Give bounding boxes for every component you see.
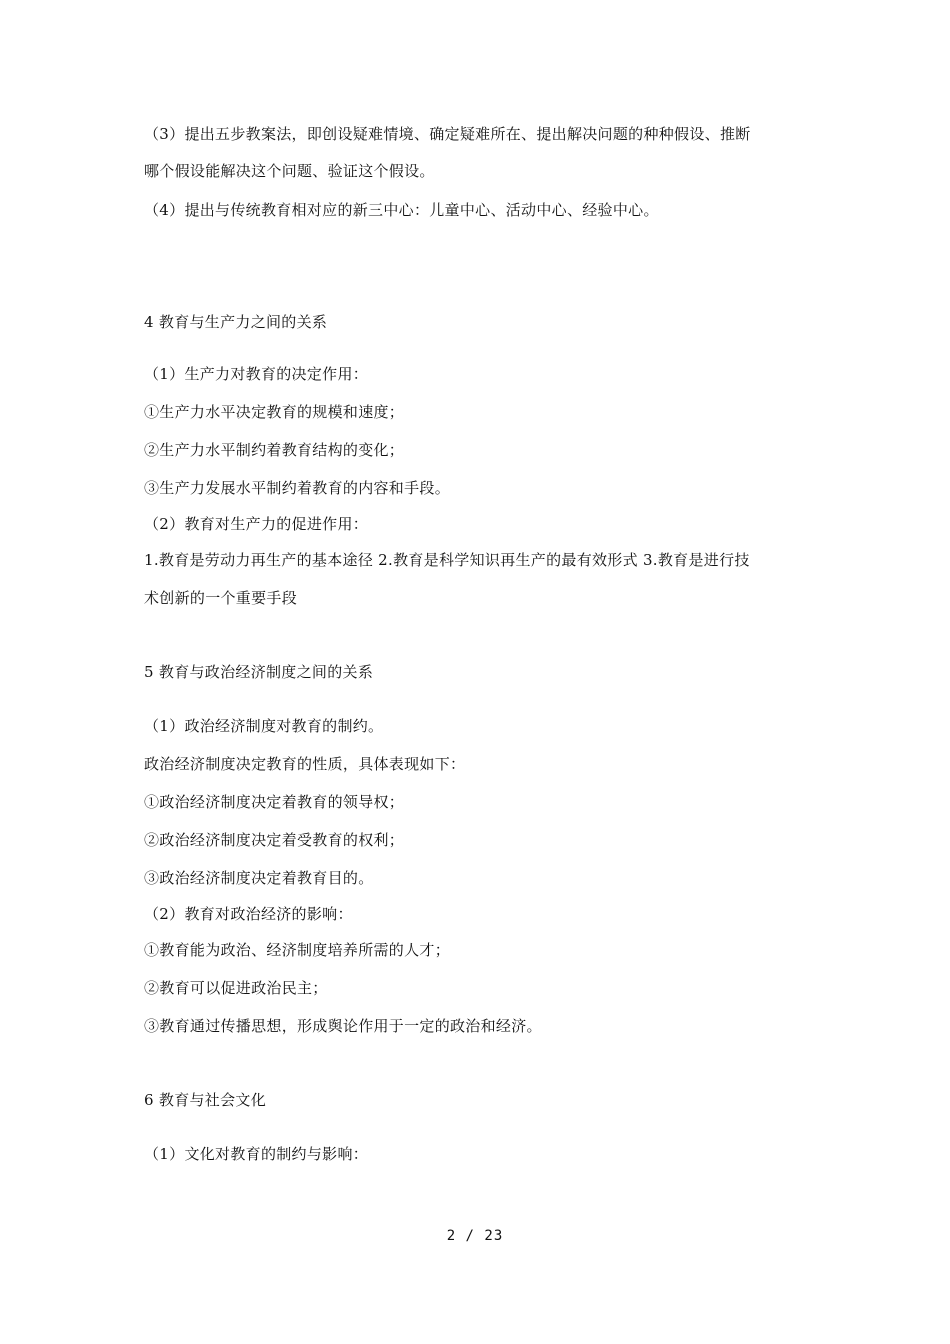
text-line: （1）政治经济制度对教育的制约。 <box>144 717 384 735</box>
text-line: （1）文化对教育的制约与影响： <box>144 1145 369 1163</box>
text-line: （2）教育对生产力的促进作用： <box>144 515 369 533</box>
section-heading: 4 教育与生产力之间的关系 <box>144 313 328 331</box>
text-line: 术创新的一个重要手段 <box>144 589 298 607</box>
text-line: （4）提出与传统教育相对应的新三中心：儿童中心、活动中心、经验中心。 <box>144 201 659 219</box>
list-item: ①教育能为政治、经济制度培养所需的人才； <box>144 941 451 959</box>
text-line: （3）提出五步教案法，即创设疑难情境、确定疑难所在、提出解决问题的种种假设、推断 <box>144 125 751 143</box>
list-item: ③教育通过传播思想，形成舆论作用于一定的政治和经济。 <box>144 1017 542 1035</box>
list-item: ①政治经济制度决定着教育的领导权； <box>144 793 405 811</box>
text-line: 哪个假设能解决这个问题、验证这个假设。 <box>144 162 435 180</box>
list-item: ②政治经济制度决定着受教育的权利； <box>144 831 405 849</box>
list-item: ①生产力水平决定教育的规模和速度； <box>144 403 405 421</box>
list-item: ②生产力水平制约着教育结构的变化； <box>144 441 405 459</box>
section-heading: 6 教育与社会文化 <box>144 1091 267 1109</box>
text-line: （2）教育对政治经济的影响： <box>144 905 353 923</box>
text-line: 1.教育是劳动力再生产的基本途径 2.教育是科学知识再生产的最有效形式 3.教育是进行技 <box>144 551 750 569</box>
page-number: 2 / 23 <box>446 1228 504 1244</box>
text-line: 政治经济制度决定教育的性质，具体表现如下： <box>144 755 466 773</box>
list-item: ③政治经济制度决定着教育目的。 <box>144 869 374 887</box>
list-item: ③生产力发展水平制约着教育的内容和手段。 <box>144 479 451 497</box>
section-heading: 5 教育与政治经济制度之间的关系 <box>144 663 374 681</box>
list-item: ②教育可以促进政治民主； <box>144 979 328 997</box>
text-line: （1）生产力对教育的决定作用： <box>144 365 369 383</box>
